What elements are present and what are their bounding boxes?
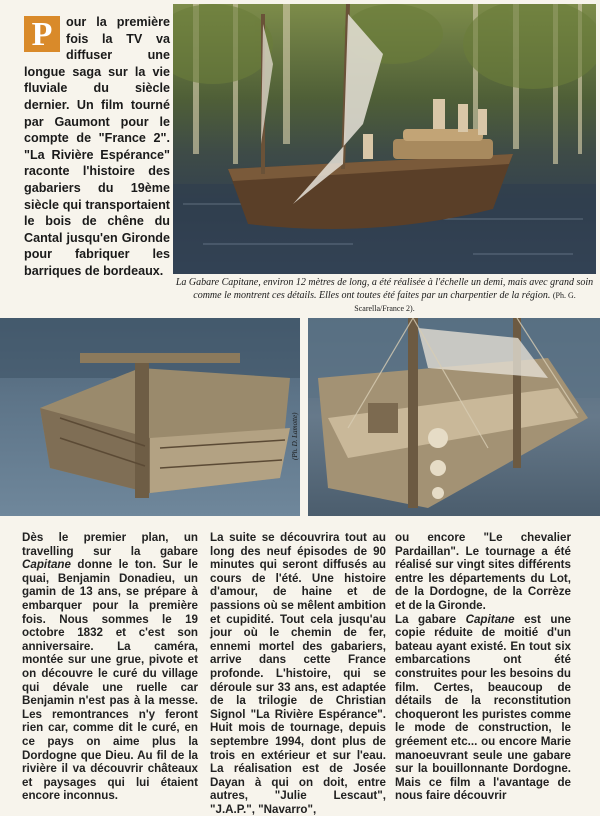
photo-bow-detail	[0, 318, 300, 516]
column-3-text-b: est une copie réduite de moitié d'un bateau ayant existé. En tout six embarcations ont été construites pour les besoins du film. Certes, beaucoup de détails de la reconstitution choqueront les puristes comme le mode de construction, le gréement etc... ou encore Marie manoeuvrant seule une gabare sur la bouillonnante Dordogne. Mais ce film a l'avantage de nous faire découvrir	[395, 612, 571, 803]
photo-deck-rigging	[308, 318, 600, 516]
column-1-paragraph	[22, 531, 198, 803]
caption-text: La Gabare Capitane, environ 12 mètres de long, a été réalisée à l'échelle un demi, mais avec grand soin comme le montrent ces détails. Elles ont toutes été faites par un charpentier de la région.	[175, 277, 594, 301]
column-2-paragraph: La suite se découvrira tout au long des neuf épisodes de 90 minutes qui seront diffusés au cours de l'été. Une histoire d'amour, de haine et de passions où se mêlent ambition et cupidité. Tout cela jusqu'au jour où le chemin de fer, ennemi mortel des gabariers, arrive dans cette France profonde. L'histoire, qui se déroule sur 33 ans, est adaptée de la trilogie de Christian Signol "La Rivière Espérance". Huit mois de tournage, depuis septembre 1994, dont plus de trois en extérieur et sur l'eau. La réalisation est de Josée Dayan à qui on doit, entre autres, "Julie Lescaut", "J.A.P.", "Navarro",	[210, 531, 386, 816]
photo-credit-vertical: (Ph. D. Lamotte)	[291, 412, 299, 460]
intro-text: our la première fois la TV va diffuser une longue saga sur la vie fluviale du siècle dernier. Un film tourné par Gaumont pour le compte de "France 2". "La Rivière Espérance" raconte l'histoire des gabariers du 19ème siècle qui transportaient le bois de chêne du Cantal jusqu'en Gironde pour fabriquer les barriques de bordeaux.	[24, 15, 170, 278]
boat-name-italic-2: Capitane	[465, 612, 515, 626]
text-column-3	[395, 531, 571, 803]
boat-name-italic: Capitane	[22, 558, 71, 572]
photo-gabare-capitane	[173, 4, 596, 274]
drop-cap: P	[24, 16, 60, 52]
column-3-text-a: La gabare	[395, 612, 466, 626]
column-1-text-b: donne le ton. Sur le quai, Benjamin Donadieu, un gamin de 13 ans, se prépare à embarquer pour la première fois. Nous sommes le 19 octobre 1832 et c'est son anniversaire. La caméra, montée sur une grue, pivote et on découvre le curé du village qui dévale une ruelle car Benjamin n'est pas à la messe. Les remontrances n'y feront rien car, comme dit le curé, en ce pays on aime plus la Dordogne que Dieu. Au fil de la rivière il va découvrir châteaux et paysages qui lui étaient encore inconnus.	[22, 558, 198, 803]
text-column-2	[210, 531, 386, 816]
text-column-1	[22, 531, 198, 803]
intro-paragraph	[24, 14, 170, 280]
photo-caption	[173, 276, 596, 315]
photo-bow-illustration	[0, 318, 300, 516]
caption-credit: (Ph. G. Scarella/France 2).	[354, 291, 576, 313]
photo-deck-illustration	[308, 318, 600, 516]
photo-illustration	[173, 4, 596, 274]
column-1-text-a: Dès le premier plan, un travelling sur la gabare	[22, 531, 198, 558]
column-3-paragraph-1: ou encore "Le chevalier Pardaillan". Le tournage a été réalisé sur vingt sites différents entre les départements du Lot, de la Dordogne, de la Corrèze et de la Gironde.	[395, 531, 571, 612]
column-3-paragraph-2	[395, 613, 571, 803]
